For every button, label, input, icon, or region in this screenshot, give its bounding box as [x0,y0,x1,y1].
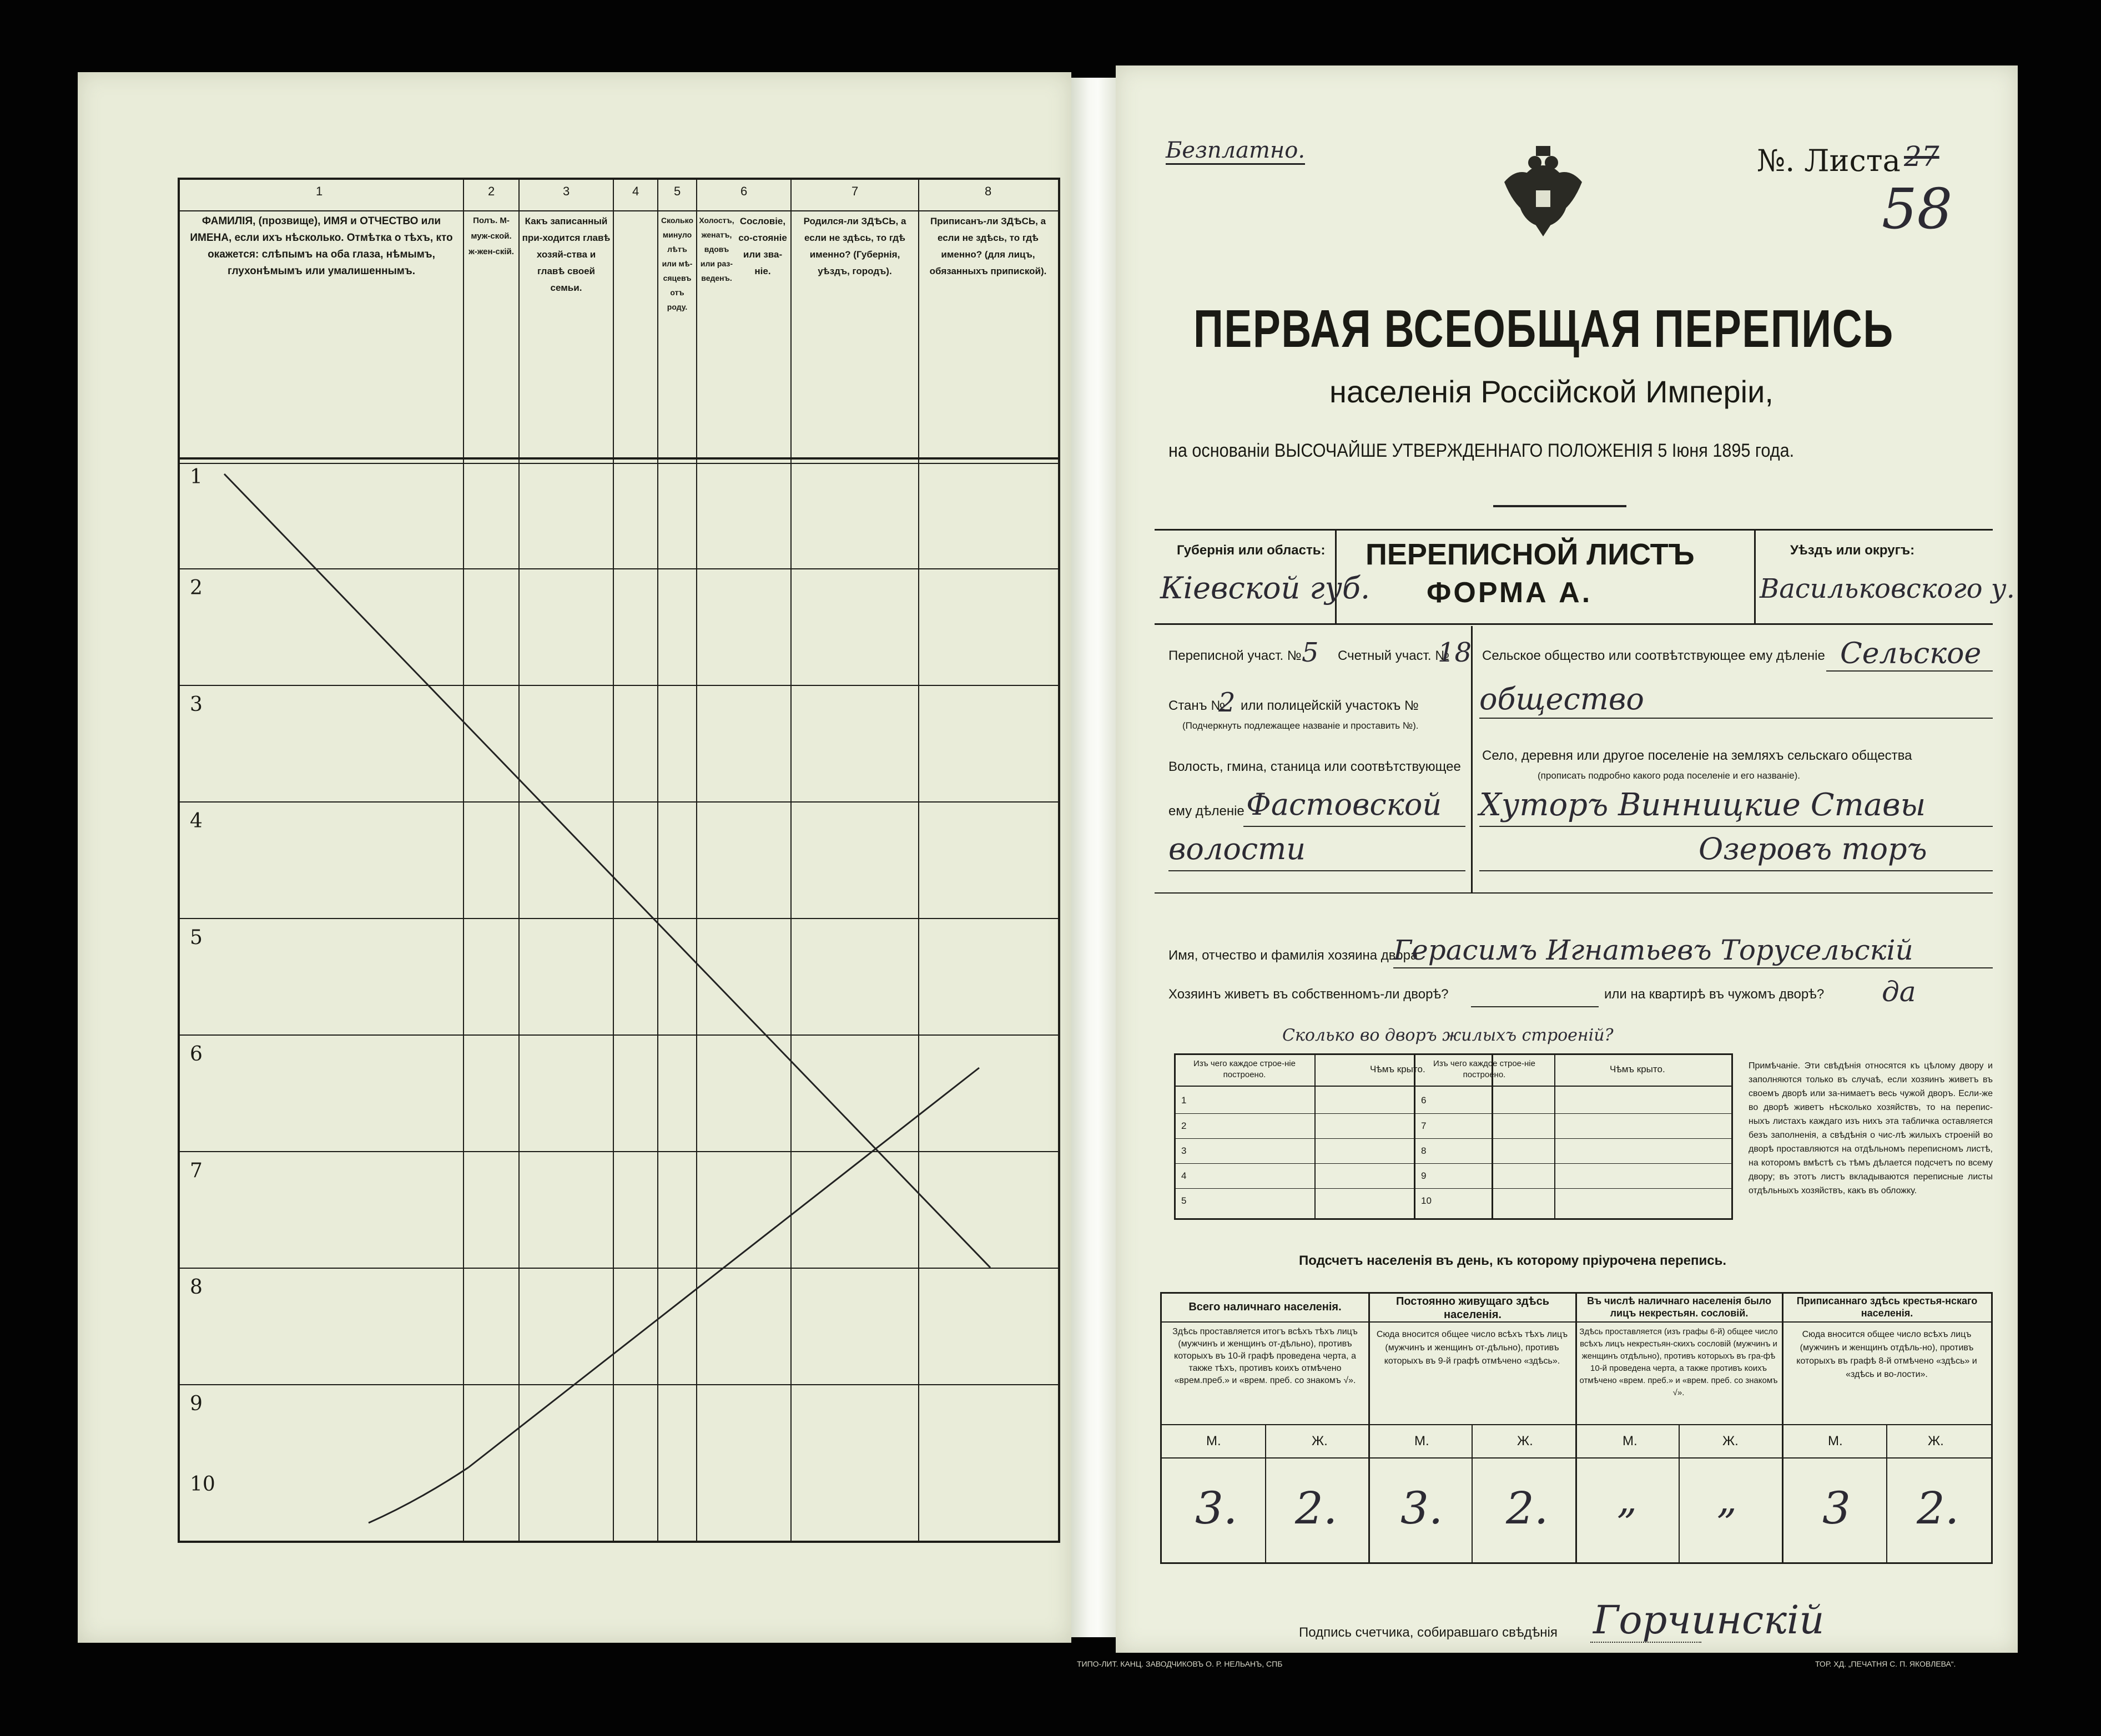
summary-m-label-1: М. [1206,1434,1221,1449]
page-title: ПЕРВАЯ ВСЕОБЩАЯ ПЕРЕПИСЬ [1193,299,1894,359]
row-number-5: 5 [190,926,203,949]
gubernia-label: Губернія или область: [1177,543,1326,558]
summary-col-2-text: Сюда вносится общее число всѣхъ тѣхъ лицъ (мужчинъ и женщинъ от-дѣльно), противъ которыхъ въ 9-й графѣ отмѣчено «здѣсь». [1376,1330,1568,1366]
ornament-divider [1493,505,1626,507]
census-district-value: 5 [1302,637,1319,668]
signature-value: Горчинскій [1593,1597,1825,1643]
village-value-2: Озеровъ торъ [1699,831,1927,866]
count-district-value: 18 [1438,637,1472,668]
buildings-table-right [1414,1053,1733,1220]
census-district-label: Переписной участ. № [1168,648,1302,663]
col-header-registered: Приписанъ-ли ЗДѢСЬ, а если не здѣсь, то гдѣ именно? (для лицъ, обязанныхъ припиской). [929,216,1047,276]
col-header-marital: Холостъ, женатъ, вдовъ или раз-веденъ. [699,216,734,282]
strike-lines [180,180,1058,1541]
summary-value-registered-f: 2. [1917,1482,1959,1534]
summary-m-label-4: М. [1828,1434,1843,1449]
col-number-5: 5 [674,184,681,198]
police-label: или полицейскій участокъ № [1241,698,1419,713]
buildings-row-9: 9 [1421,1170,1427,1181]
row-number-4: 4 [190,810,203,832]
summary-f-label-2: Ж. [1517,1434,1533,1449]
volost-value-2: волости [1168,831,1306,866]
col-header-age: Сколько минуло лѣтъ или мѣ-сяцевъ отъ роду. [661,216,693,311]
uezd-value: Васильковского у. [1760,573,2015,604]
society-value-2: общество [1479,682,1644,716]
summary-f-label-1: Ж. [1312,1434,1328,1449]
form-name: ФОРМА А. [1427,577,1593,609]
buildings-row-3: 3 [1181,1145,1187,1156]
row-number-7: 7 [190,1159,203,1182]
row-number-10: 10 [190,1473,215,1496]
village-note: (прописать подробно какого рода поселеніе и его названіе). [1538,770,1801,781]
society-label: Сельское общество или соотвѣтствующее ему дѣленіе [1482,648,1825,663]
col-header-name: ФАМИЛІЯ, (прозвище), ИМЯ и ОТЧЕСТВО или ИМЕНА, если ихъ нѣсколько. Отмѣтка о тѣхъ, кто окажется: слѣпымъ на оба глаза, нѣмымъ, глухонѣмымъ или умалишеннымъ. [190,215,453,277]
row-number-3: 3 [190,693,203,716]
buildings-label: Сколько во дворъ жилыхъ строеній? [1282,1026,1614,1045]
buildings-col-roof: Чѣмъ крыто. [1370,1064,1425,1074]
col-header-sex: Полъ. М-муж-ской. ж-жен-скій. [468,216,514,256]
lives-value: да [1882,976,1916,1008]
col-number-6: 6 [740,184,748,198]
col-number-3: 3 [563,184,570,198]
col-number-2: 2 [488,184,495,198]
row-number-2: 2 [190,577,203,599]
stan-note: (Подчеркнуть подлежащее названіе и проставить №). [1182,720,1419,731]
summary-value-nonpeasant-f: „ [1717,1477,1737,1522]
buildings-row-8: 8 [1421,1145,1427,1156]
summary-table [1160,1292,1993,1564]
summary-value-registered-m: 3 [1822,1482,1851,1534]
page-subtitle: населенія Россійской Имперіи, [1329,374,1773,409]
row-number-1: 1 [190,466,203,488]
buildings-col-roof-2: Чѣмъ крыто. [1610,1064,1665,1074]
summary-value-resident-m: 3. [1400,1482,1443,1534]
col-number-7: 7 [852,184,859,198]
summary-col-3-text: Здѣсь проставляется (изъ графы 6-й) общее число всѣхъ лицъ некрестьян-скихъ сословій (мужчинъ и женщинъ отдѣльно), противъ которыхъ въ гра-фѣ 10-й проведена черта, а также противъ коихъ отмѣчено «врем. преб.» и «врем. преб. со знакомъ √». [1579,1327,1778,1397]
uezd-label: Уѣздъ или округъ: [1790,543,1915,558]
sheet-title: ПЕРЕПИСНОЙ ЛИСТЪ [1366,538,1695,571]
census-table [178,178,1060,1543]
buildings-row-6: 6 [1421,1095,1427,1106]
summary-col-3-head: Въ числѣ наличнаго населенія было лицъ некрестьян. сословій. [1587,1295,1771,1319]
summary-value-nonpeasant-m: „ [1617,1477,1638,1522]
row-number-6: 6 [190,1043,203,1066]
summary-col-4-text: Сюда вносится общее число всѣхъ лицъ (мужчинъ и женщинъ отдѣль-но), противъ которыхъ въ графѣ 8-й отмѣчено «здѣсь» и «здѣсь и во-лости». [1796,1330,1977,1379]
left-page [78,72,1071,1643]
buildings-row-1: 1 [1181,1095,1187,1106]
buildings-row-2: 2 [1181,1121,1187,1131]
col-number-8: 8 [985,184,992,198]
buildings-row-7: 7 [1421,1121,1427,1131]
summary-m-label-3: М. [1623,1434,1638,1449]
signature-label: Подпись счетчика, собиравшаго свѣдѣнія [1299,1625,1558,1640]
right-page [1116,65,2018,1653]
summary-value-total-m: 3. [1195,1482,1238,1534]
basis-line: на основаніи ВЫСОЧАЙШЕ УТВЕРЖДЕННАГО ПОЛОЖЕНІЯ 5 Іюня 1895 года. [1168,440,1795,461]
printer-right: ТОР. ХД. „ПЕЧАТНЯ С. П. ЯКОВЛЕВА“. [1815,1659,1956,1668]
eagle-emblem-icon [1502,143,1585,238]
col-header-relation: Какъ записанный при-ходится главѣ хозяй-ства и главѣ своей семьи. [522,216,611,293]
summary-value-resident-f: 2. [1506,1482,1549,1534]
owner-value: Герасимъ Игнатьевъ Торусельскій [1393,934,1913,966]
col-number-4: 4 [632,184,639,198]
society-value-1: Сельское [1840,637,1982,670]
volost-label-1: Волость, гмина, станица или соотвѣтствующее [1168,759,1461,774]
row-number-8: 8 [190,1276,203,1299]
volost-label-2: ему дѣленіе [1168,804,1245,819]
buildings-col-material-2: Изъ чего каждое строе-ніе построено. [1433,1059,1535,1079]
col-number-1: 1 [316,184,323,198]
col-header-estate: Сословіе, со-стояніе или зва-ніе. [738,216,787,276]
free-label: Безплатно. [1166,138,1305,165]
stan-value: 2 [1218,687,1236,718]
buildings-note: Примѣчаніе. Эти свѣдѣнія относятся къ цѣлому двору и заполняются только въ случаѣ, если хозяинъ живетъ въ своемъ дворѣ или за-нимаетъ весь чужой дворъ. Если-же во дворѣ живетъ нѣсколько хозяйствъ, то на перепис-ныхъ листахъ каждаго изъ нихъ эта табличка оставляется безъ заполненія, а свѣдѣнія о чис-лѣ жилыхъ строеній во дворѣ проставляются на отдѣльномъ переписномъ листѣ, на которомъ вмѣстѣ съ тѣмъ дѣлается подсчетъ по всему двору; въ этотъ листъ вкладываются переписные листы отдѣльныхъ хозяйствъ, какъ въ обложку. [1749,1061,1993,1195]
lives-own-label: Хозяинъ живетъ въ собственномъ-ли дворѣ? [1168,987,1449,1002]
summary-col-1-text: Здѣсь проставляется итогъ всѣхъ тѣхъ лицъ (мужчинъ и женщинъ от-дѣльно), противъ которыхъ въ 10-й графѣ проведена черта, а также тѣхъ, противъ коихъ отмѣчено «врем.преб.» и «врем. преб. со знакомъ √». [1172,1327,1358,1385]
volost-value-1: Фастовской [1246,787,1442,822]
printer-left: ТИПО-ЛИТ. КАНЦ. ЗАВОДЧИКОВЪ О. Р. НЕЛЬАНЪ, СПБ [1077,1659,1283,1668]
village-label: Село, деревня или другое поселеніе на земляхъ сельскаго общества [1482,748,1912,763]
sheet-number-label: №. Листа [1757,143,1901,178]
count-district-label: Счетный участ. № [1338,648,1449,663]
owner-label: Имя, отчество и фамилія хозяина двора [1168,948,1418,963]
sheet-number-value: 58 [1882,176,1953,241]
book-gutter [1071,78,1116,1637]
summary-value-total-f: 2. [1295,1482,1338,1534]
summary-title: Подсчетъ населенія въ день, къ которому пріурочена перепись. [1299,1253,1726,1268]
stan-label: Станъ № [1168,698,1226,713]
summary-f-label-4: Ж. [1928,1434,1944,1449]
col-header-birthplace: Родился-ли ЗДѢСЬ, а если не здѣсь, то гдѣ именно? (Губернія, уѣздъ, городъ). [803,216,906,276]
buildings-row-10: 10 [1421,1195,1432,1206]
summary-m-label-2: М. [1414,1434,1429,1449]
summary-col-4-head: Приписаннаго здѣсь крестья-нскаго населенія. [1796,1295,1978,1319]
buildings-col-material: Изъ чего каждое строе-ніе построено. [1193,1059,1296,1079]
row-number-9: 9 [190,1392,203,1415]
buildings-row-4: 4 [1181,1170,1187,1181]
summary-f-label-3: Ж. [1722,1434,1739,1449]
sheet-number-crossed: 27 [1904,140,1939,173]
summary-col-1-head: Всего наличнаго населенія. [1188,1301,1342,1313]
gubernia-value: Кіевской губ. [1160,571,1371,605]
lives-rent-label: или на квартирѣ въ чужомъ дворѣ? [1604,987,1825,1002]
village-value-1: Хуторъ Винницкие Ставы [1479,787,1926,823]
summary-col-2-head: Постоянно живущаго здѣсь населенія. [1395,1295,1550,1321]
buildings-row-5: 5 [1181,1195,1187,1206]
